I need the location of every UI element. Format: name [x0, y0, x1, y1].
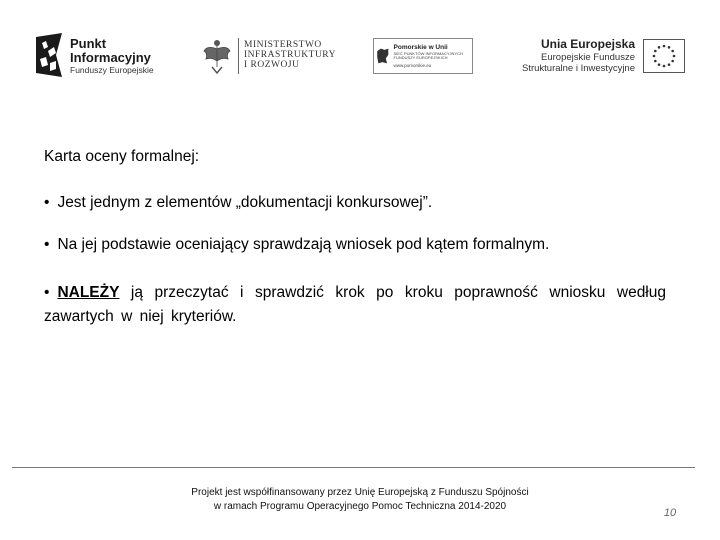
eu-star [673, 55, 676, 58]
ue-line1: Unia Europejska [540, 37, 635, 52]
pomorskie-map-icon [376, 42, 390, 70]
punkt-informacyjny-logo [34, 28, 154, 84]
footer-line2: w ramach Programu Operacyjnego Pomoc Techniczna 2014-2020 [213, 501, 507, 512]
ue-line2: Europejskie Fundusze [541, 51, 635, 63]
unia-europejska-logo [522, 28, 685, 84]
bullet-3-text: ją przeczytać i sprawdzić krok po kroku poprawność wniosku według zawartych w niej kryteriów. [44, 284, 666, 325]
logo-bar [30, 28, 690, 84]
footer-text [130, 486, 590, 514]
eu-star [671, 60, 674, 63]
eu-star [658, 63, 661, 66]
bullet-item-1 [44, 194, 666, 212]
pi-line3: Funduszy Europejskie [70, 65, 154, 76]
eu-star [663, 45, 666, 48]
eu-flag-icon [643, 39, 685, 73]
pomorskie-logo [373, 28, 473, 84]
footer-divider [12, 467, 695, 468]
footer-line1: Projekt jest współfinansowany przez Unię Europejską z Funduszu Spójności [191, 487, 529, 498]
bullet-1-text: Jest jednym z elementów „dokumentacji konkursowej”. [57, 194, 433, 211]
punkt-informacyjny-mark-icon [34, 33, 64, 79]
bullet-symbol: • [44, 284, 50, 301]
bullet-3-emphasis: NALEŻY [57, 284, 120, 301]
pi-line2: Informacyjny [70, 49, 151, 65]
eu-star [668, 63, 671, 66]
card-heading: Karta oceny formalnej: [44, 148, 200, 165]
min-line1: MINISTERSTWO [244, 40, 322, 51]
min-line2: INFRASTRUKTURY [244, 50, 336, 61]
eu-star [653, 55, 656, 58]
bullet-item-3 [44, 281, 666, 329]
bullet-item-2 [44, 236, 666, 254]
min-line3: I ROZWOJU [244, 59, 300, 70]
eu-star [671, 50, 674, 53]
eu-star [668, 46, 671, 49]
bullet-symbol: • [44, 194, 50, 211]
pomorskie-subtitle: SIEĆ PUNKTÓW INFORMACYJNYCH FUNDUSZY EUROPEJSKICH [393, 50, 463, 61]
polish-eagle-icon [202, 37, 232, 75]
pomorskie-name: Pomorskie w Unii [393, 44, 448, 52]
pomorskie-url: www.pomorskie.eu [393, 62, 432, 68]
page-number: 10 [663, 507, 677, 519]
bullet-2-text: Na jej podstawie oceniający sprawdzają wniosek pod kątem formalnym. [57, 236, 550, 253]
eu-star [658, 46, 661, 49]
bullet-symbol: • [44, 236, 50, 253]
eu-star [654, 50, 657, 53]
ministerstwo-logo [202, 28, 336, 84]
eu-star [663, 65, 666, 68]
pi-line1: Punkt [70, 35, 107, 51]
ue-line3: Strukturalne i Inwestycyjne [522, 63, 635, 75]
eu-star [654, 60, 657, 63]
ministerstwo-separator [238, 38, 239, 74]
